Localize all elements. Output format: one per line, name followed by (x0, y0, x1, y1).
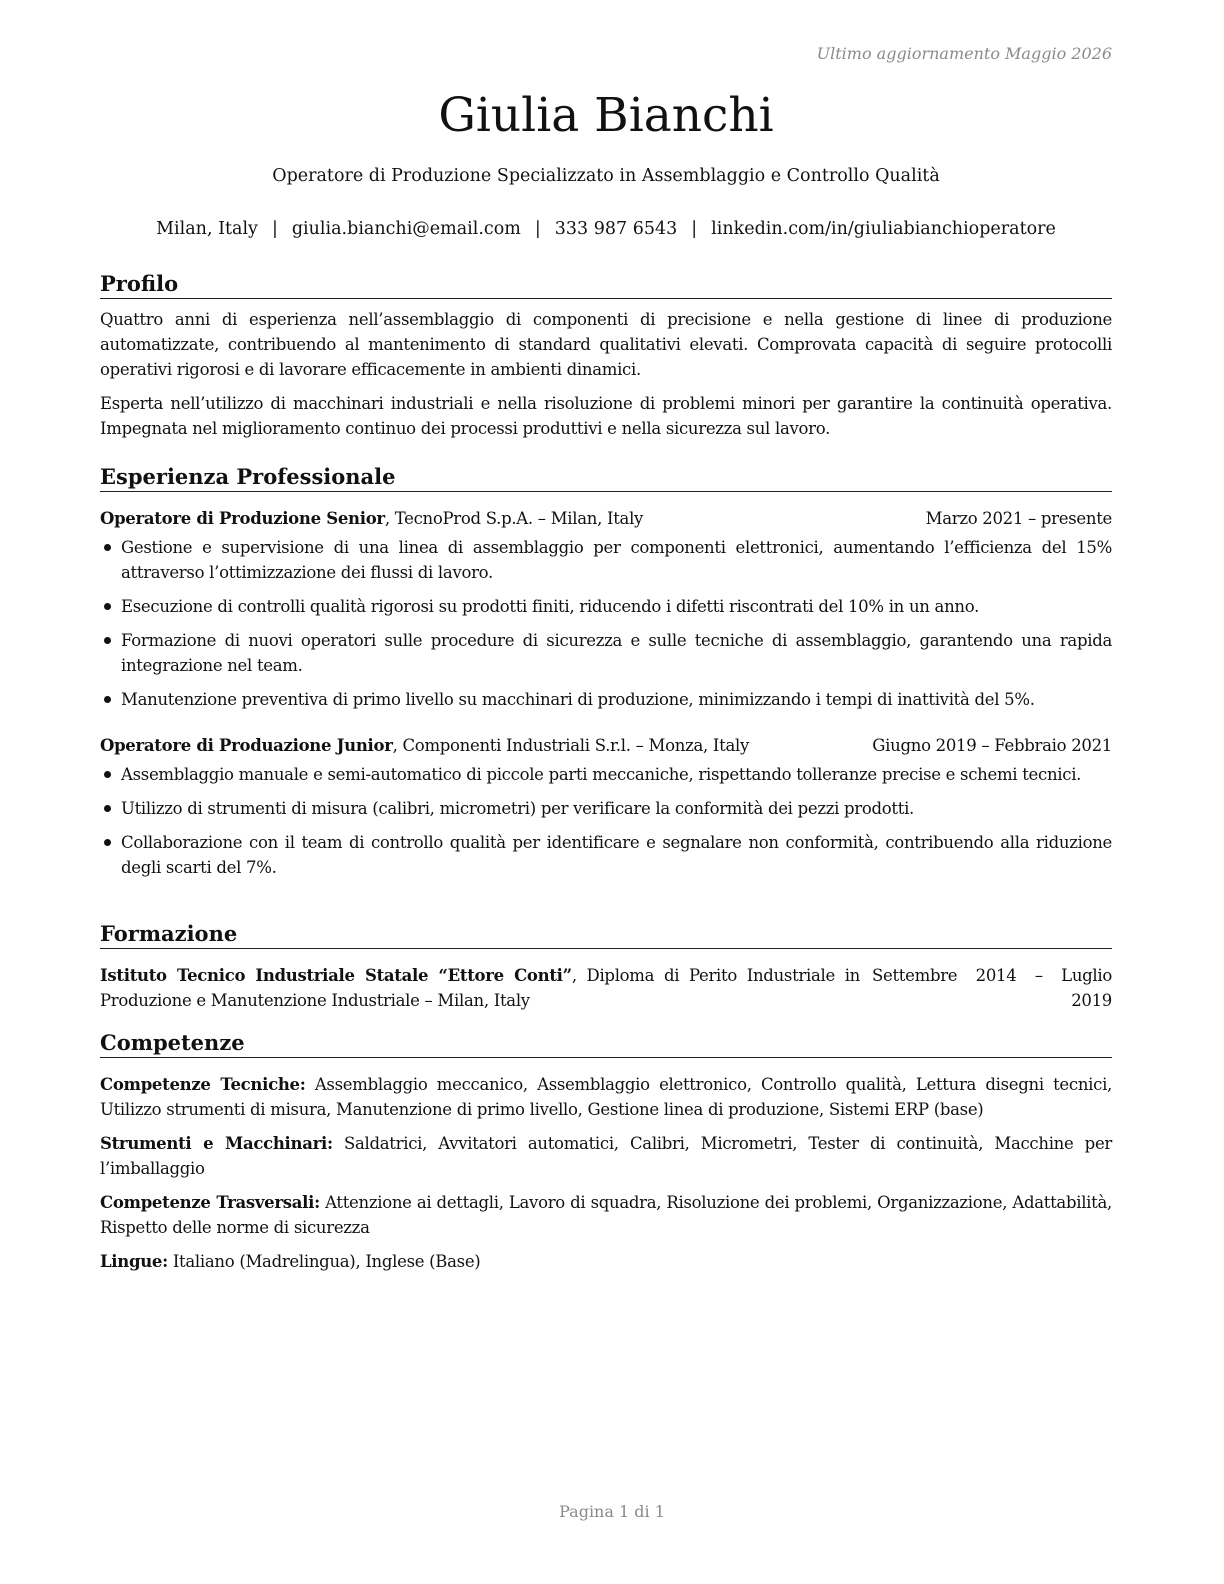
bullet-text: Collaborazione con il team di controllo qualità per identificare e segnalare non conformità, contribuendo alla riduzione degli scarti del 7%. (121, 833, 1112, 877)
section-title-profile: Profilo (100, 270, 1112, 299)
skill-group (100, 1249, 1112, 1274)
skill-group (100, 1131, 1112, 1181)
profile-section (100, 270, 1112, 450)
list-item (100, 628, 1112, 678)
skill-text: Assemblaggio meccanico, Assemblaggio elettronico, Controllo qualità, Lettura disegni tecnici, Utilizzo strumenti di misura, Manutenzione di primo livello, Gestione linea di produzione, Sistemi ERP (base) (100, 1075, 1112, 1119)
contact-email[interactable]: giulia.bianchi@email.com (291, 219, 521, 239)
education-school: Istituto Tecnico Industriale Statale “Ettore Conti” (100, 966, 572, 985)
skills-section (100, 1029, 1112, 1283)
bullet-icon (104, 805, 111, 812)
list-item (100, 594, 1112, 619)
job-bullets (100, 535, 1112, 712)
education-school-line (100, 963, 860, 1013)
section-title-skills: Competenze (100, 1029, 1112, 1058)
education-dates: Settembre 2014 – Luglio 2019 (872, 966, 1112, 1010)
bullet-text: Esecuzione di controlli qualità rigorosi su prodotti finiti, riducendo i difetti riscontrati del 10% in un anno. (121, 597, 980, 616)
skill-group (100, 1190, 1112, 1240)
list-item (100, 796, 1112, 821)
bullet-icon (104, 696, 111, 703)
skill-text: Saldatrici, Avvitatori automatici, Calibri, Micrometri, Tester di continuità, Macchine per l’imballaggio (100, 1134, 1112, 1178)
skill-label: Lingue: (100, 1252, 168, 1271)
headline: Operatore di Produzione Specializzato in Assemblaggio e Controllo Qualità (272, 166, 940, 186)
bullet-text: Utilizzo di strumenti di misura (calibri, micrometri) per verificare la conformità dei pezzi prodotti. (121, 799, 914, 818)
job-entry (100, 733, 1112, 880)
skill-group (100, 1072, 1112, 1122)
contact-separator: | (271, 219, 278, 239)
bullet-icon (104, 544, 111, 551)
last-updated: Ultimo aggiornamento Maggio 2026 (816, 44, 1112, 63)
bullet-text: Gestione e supervisione di una linea di assemblaggio per componenti elettronici, aumentando l’efficienza del 15% attraverso l’ottimizzazione dei flussi di lavoro. (121, 538, 1112, 582)
skill-label: Competenze Trasversali: (100, 1193, 320, 1212)
job-header (100, 506, 1112, 531)
contact-separator: | (691, 219, 698, 239)
list-item (100, 687, 1112, 712)
bullet-text: Formazione di nuovi operatori sulle procedure di sicurezza e sulle tecniche di assemblaggio, garantendo una rapida integrazione nel team. (121, 631, 1112, 675)
profile-paragraph: Quattro anni di esperienza nell’assemblaggio di componenti di precisione e nella gestione di linee di produzione automatizzate, contribuendo al mantenimento di standard qualitativi elevati. Comprovata capacità di seguire protocolli operativi rigorosi e di lavorare efficacemente in ambienti dinamici. (100, 310, 1112, 379)
job-entry (100, 506, 1112, 712)
experience-section (100, 463, 1112, 889)
bullet-text: Manutenzione preventiva di primo livello su macchinari di produzione, minimizzando i tempi di inattività del 5%. (121, 690, 1035, 709)
job-bullets (100, 762, 1112, 880)
education-entry (100, 963, 1112, 1013)
contact-separator: | (534, 219, 541, 239)
contact-phone[interactable]: 333 987 6543 (554, 219, 678, 239)
profile-paragraph: Esperta nell’utilizzo di macchinari industriali e nella risoluzione di problemi minori per garantire la continuità operativa. Impegnata nel miglioramento continuo dei processi produttivi e nella sicurezza sul lavoro. (100, 394, 1112, 438)
job-dates: Giugno 2019 – Febbraio 2021 (872, 736, 1112, 755)
page-number: Pagina 1 di 1 (559, 1502, 665, 1521)
job-role: Operatore di Produzione Senior (100, 509, 385, 528)
job-company: , TecnoProd S.p.A. – Milan, Italy (384, 509, 644, 528)
section-title-education: Formazione (100, 920, 1112, 949)
list-item (100, 762, 1112, 787)
skill-label: Strumenti e Macchinari: (100, 1134, 333, 1153)
contact-linkedin[interactable]: linkedin.com/in/giuliabianchioperatore (711, 219, 1056, 239)
job-company: , Componenti Industriali S.r.l. – Monza, Italy (392, 736, 749, 755)
education-detail: , Diploma di Perito Industriale in Produzione e Manutenzione Industriale – Milan, Italy (100, 966, 861, 1010)
skill-label: Competenze Tecniche: (100, 1075, 306, 1094)
candidate-name: Giulia Bianchi (438, 88, 774, 143)
job-title-line (100, 506, 926, 531)
section-title-experience: Esperienza Professionale (100, 463, 1112, 492)
job-dates: Marzo 2021 – presente (925, 509, 1112, 528)
contact-line (100, 219, 1112, 239)
skill-text: Attenzione ai dettagli, Lavoro di squadra, Risoluzione dei problemi, Organizzazione, Adattabilità, Rispetto delle norme di sicurezza (100, 1193, 1112, 1237)
education-section (100, 920, 1112, 1013)
bullet-icon (104, 603, 111, 610)
job-role: Operatore di Produazione Junior (100, 736, 393, 755)
list-item (100, 535, 1112, 585)
bullet-text: Assemblaggio manuale e semi-automatico di piccole parti meccaniche, rispettando tolleranze precise e schemi tecnici. (121, 765, 1082, 784)
bullet-icon (104, 839, 111, 846)
bullet-icon (104, 637, 111, 644)
bullet-icon (104, 771, 111, 778)
contact-location: Milan, Italy (156, 219, 258, 239)
list-item (100, 830, 1112, 880)
job-title-line (100, 733, 872, 758)
skill-text: Italiano (Madrelingua), Inglese (Base) (167, 1252, 481, 1271)
job-header (100, 733, 1112, 758)
